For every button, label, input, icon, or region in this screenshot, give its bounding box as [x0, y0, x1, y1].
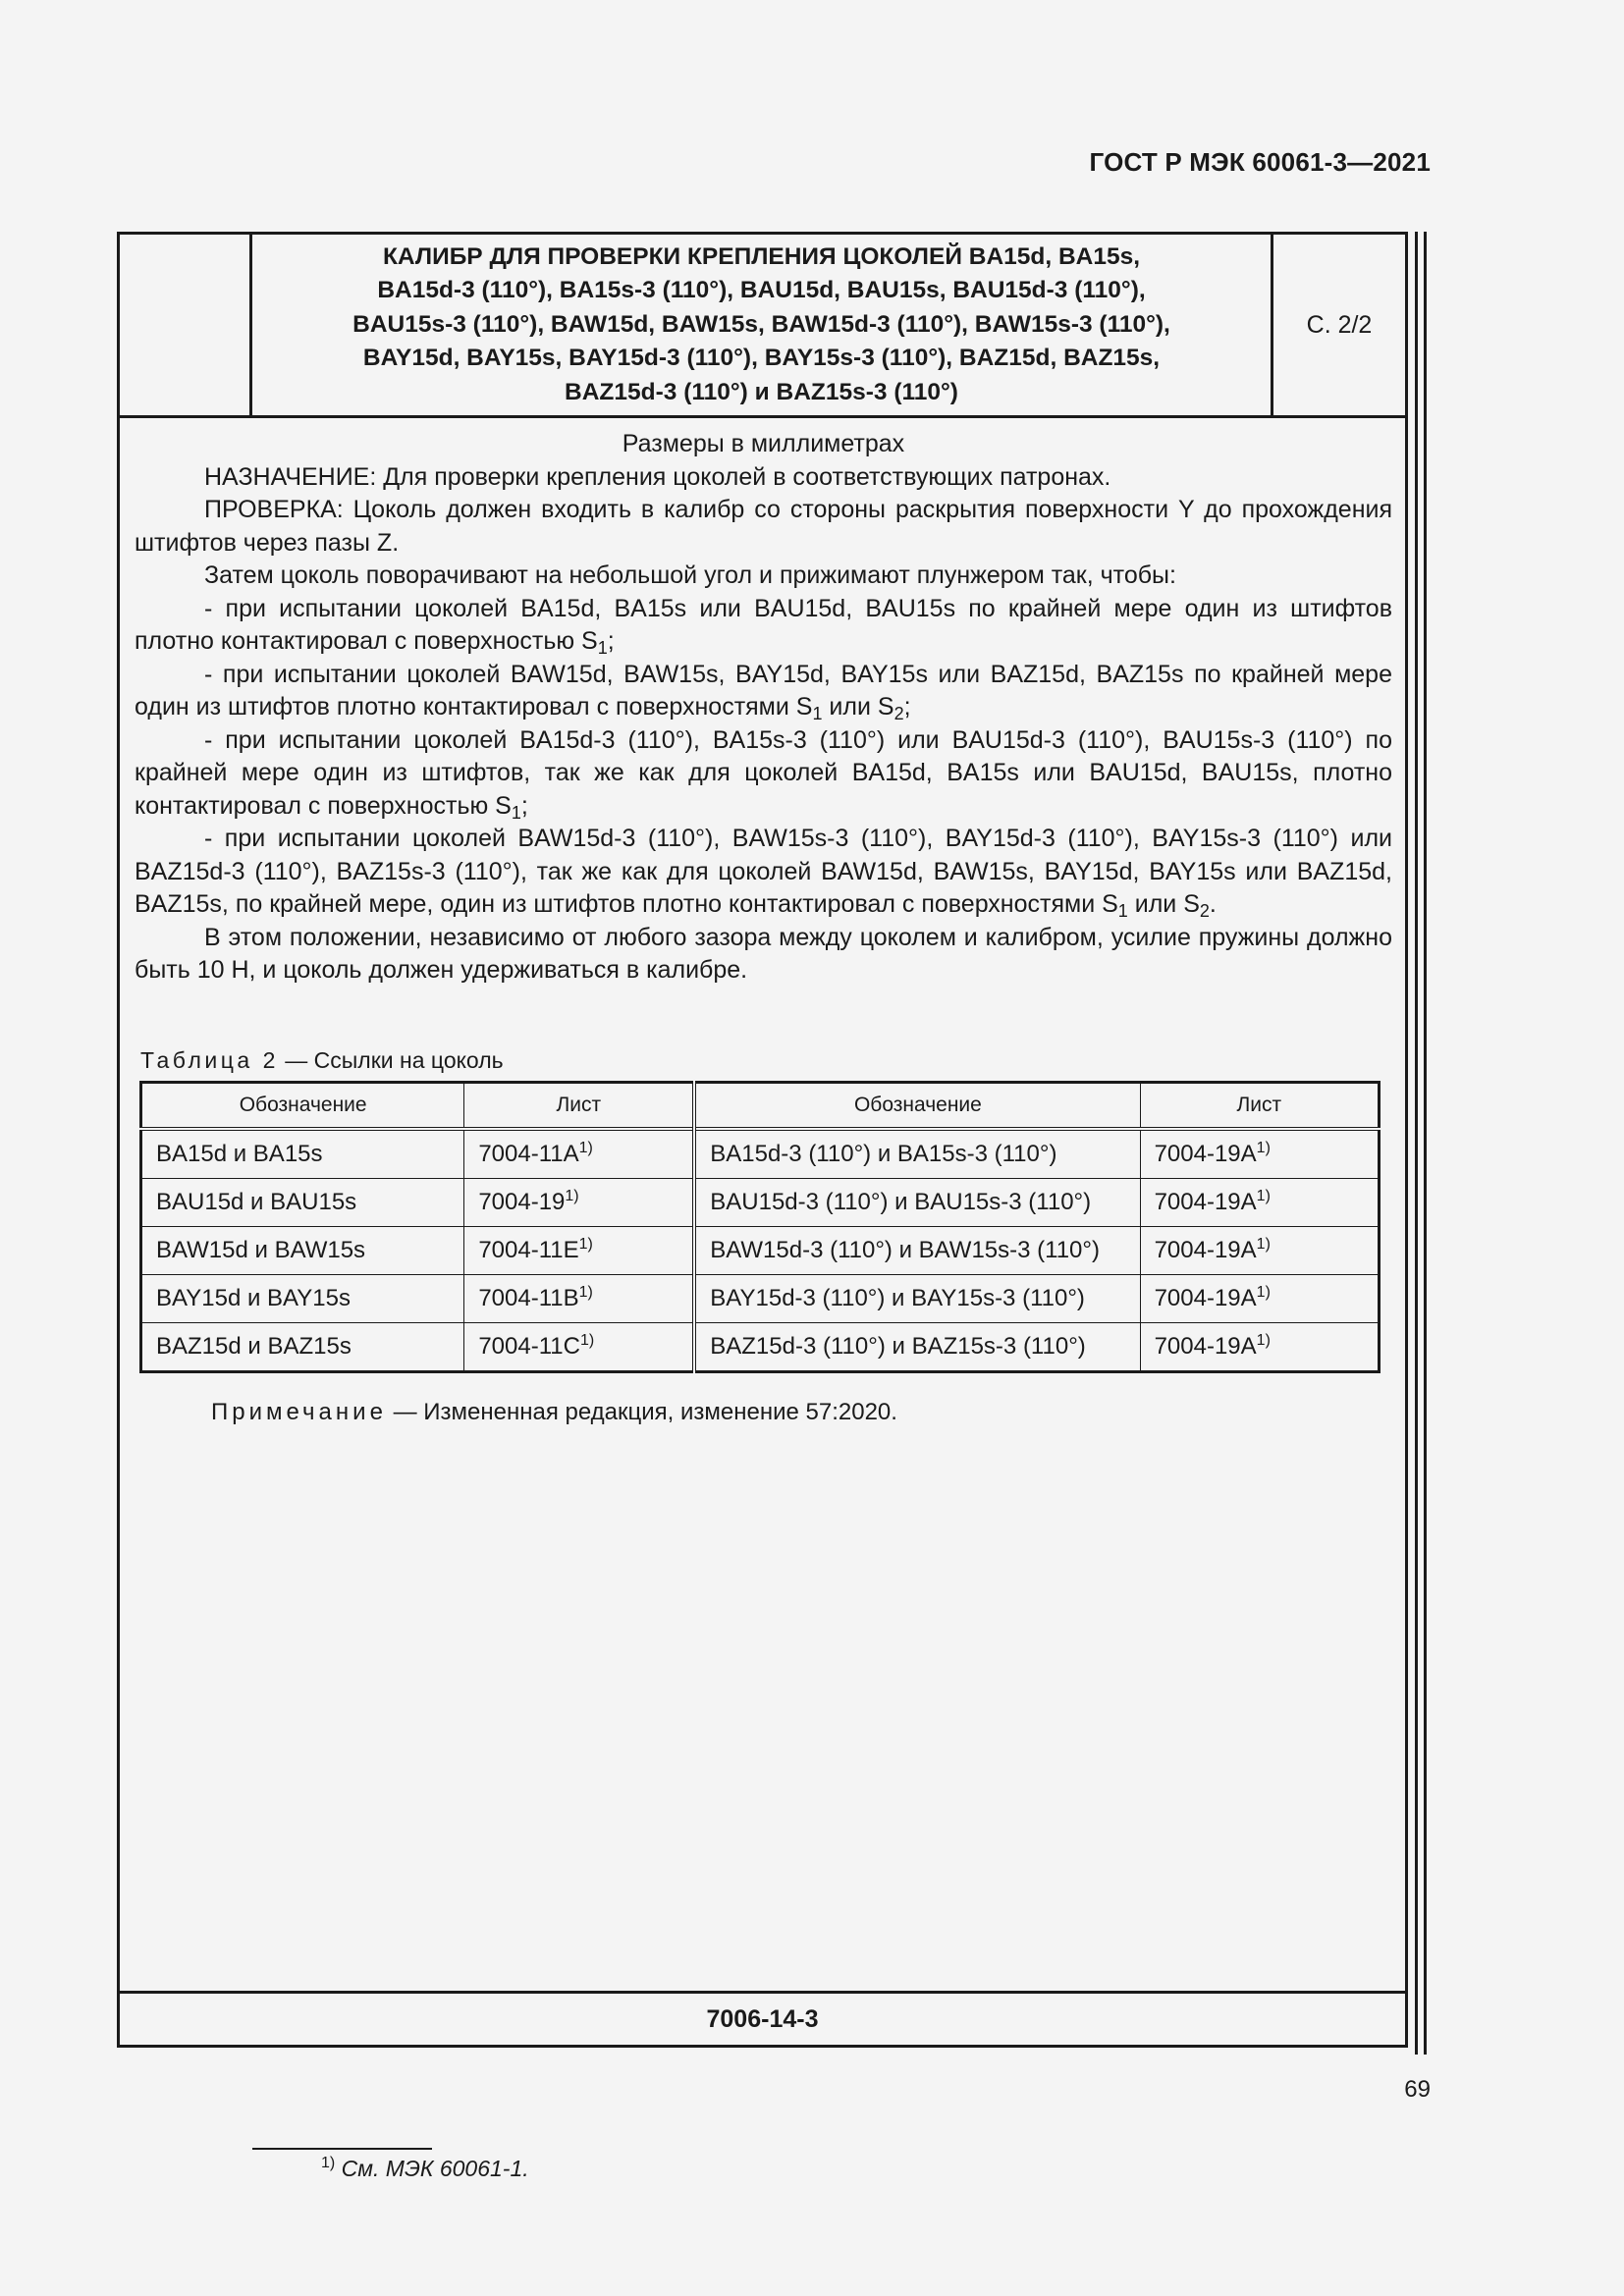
column-header: Обозначение [694, 1083, 1140, 1130]
cell-designation: BAZ15d-3 (110°) и BAZ15s-3 (110°) [694, 1323, 1140, 1372]
condition-item: - при испытании цоколей BAW15d, BAW15s, BAY15d, BAY15s или BAZ15d, BAZ15s по крайней мере один из штифтов плотно контактировал с поверхностями $S_1$ или $S_2$; [135, 660, 1392, 723]
table-header-row [141, 1083, 1380, 1130]
cell-designation: BAY15d и BAY15s [141, 1275, 464, 1323]
cell-sheet: $7004-11A^{1)}$ [464, 1129, 694, 1179]
column-header: Лист [464, 1083, 694, 1130]
table-caption: Таблица 2 — Ссылки на цоколь [140, 1047, 504, 1073]
body-text [135, 428, 1392, 988]
frame-side-line [1424, 232, 1427, 2055]
cell-sheet: 7004-19$^{1)}$ [464, 1179, 694, 1227]
condition-item: - при испытании цоколей BA15d-3 (110°), BA15s-3 (110°) или BAU15d-3 (110°), BAU15s-3 (110°) по крайней мере один из штифтов, так же как для цоколей BA15d, BA15s или BAU15d, BAU15s, плотно контактировал с поверхностью $S_1$; [135, 725, 1392, 823]
dimensions-note: Размеры в миллиметрах [622, 430, 905, 457]
frame-side-line [1415, 232, 1418, 2055]
cell-sheet: $7004-19A^{1)}$ [1140, 1179, 1379, 1227]
sheet-indicator: С. 2/2 [1306, 310, 1373, 339]
table-row [141, 1323, 1380, 1372]
cell-sheet: $7004-19A^{1)}$ [1140, 1323, 1379, 1372]
cell-designation: BAU15d-3 (110°) и BAU15s-3 (110°) [694, 1179, 1140, 1227]
table-note: Примечание — Измененная редакция, изменение 57:2020. [211, 1399, 897, 1425]
cell-sheet: $7004-19A^{1)}$ [1140, 1129, 1379, 1179]
page-number: 69 [1404, 2076, 1431, 2103]
cell-designation: BAU15d и BAU15s [141, 1179, 464, 1227]
cell-sheet: $7004-19A^{1)}$ [1140, 1275, 1379, 1323]
cell-designation: BAZ15d и BAZ15s [141, 1323, 464, 1372]
cell-designation: BA15d-3 (110°) и BA15s-3 (110°) [694, 1129, 1140, 1179]
check-paragraph: ПРОВЕРКА: Цоколь должен входить в калибр со стороны раскрытия поверхности Y до прохождения штифтов через пазы Z. [135, 496, 1392, 557]
column-header: Лист [1140, 1083, 1379, 1130]
cell-designation: BAW15d-3 (110°) и BAW15s-3 (110°) [694, 1227, 1140, 1275]
cell-sheet: $7004-11B^{1)}$ [464, 1275, 694, 1323]
title-line: КАЛИБР ДЛЯ ПРОВЕРКИ КРЕПЛЕНИЯ ЦОКОЛЕЙ BA15d, BA15s, [382, 242, 1141, 270]
cell-sheet: $7004-11C^{1)}$ [464, 1323, 694, 1372]
condition-item: - при испытании цоколей BA15d, BA15s или BAU15d, BAU15s по крайней мере один из штифтов плотно контактировал с поверхностью $S_1$; [135, 594, 1392, 658]
cell-designation: BAW15d и BAW15s [141, 1227, 464, 1275]
condition-item: - при испытании цоколей BAW15d-3 (110°), BAW15s-3 (110°), BAY15d-3 (110°), BAY15s-3 (110°) или BAZ15d-3 (110°), BAZ15s-3 (110°), так же как для цоколей BAW15d, BAW15s, BAY15d, BAY15s или BAZ15d, BAZ15s, по крайней мере, один из штифтов плотно контактировал с поверхностями $S_1$ или $S_2$. [135, 825, 1392, 921]
table-row [141, 1129, 1380, 1179]
final-paragraph: В этом положении, независимо от любого зазора между цоколем и калибром, усилие пружины должно быть 10 Н, и цоколь должен удерживаться в калибре. [135, 923, 1392, 984]
procedure-paragraph: Затем цоколь поворачивают на небольшой угол и прижимают плунжером так, чтобы: [204, 561, 1176, 589]
title-line: BAZ15d-3 (110°) и BAZ15s-3 (110°) [565, 378, 958, 405]
title-line: BAU15s-3 (110°), BAW15d, BAW15s, BAW15d-3 (110°), BAW15s-3 (110°), [352, 310, 1170, 338]
cell-designation: BA15d и BA15s [141, 1129, 464, 1179]
purpose-paragraph: НАЗНАЧЕНИЕ: Для проверки крепления цоколей в соответствующих патронах. [204, 462, 1111, 491]
footnote: $^{1)}$ См. МЭК 60061-1. [321, 2155, 529, 2181]
standard-code: ГОСТ Р МЭК 60061-3—2021 [1089, 147, 1431, 177]
header-blank-cell [120, 235, 252, 415]
footnote-rule [252, 2148, 432, 2150]
sheet-header [120, 235, 1405, 418]
title-line: BAY15d, BAY15s, BAY15d-3 (110°), BAY15s-3 (110°), BAZ15d, BAZ15s, [362, 345, 1161, 372]
cell-designation: BAY15d-3 (110°) и BAY15s-3 (110°) [694, 1275, 1140, 1323]
table-row [141, 1227, 1380, 1275]
table-row [141, 1179, 1380, 1227]
column-header: Обозначение [141, 1083, 464, 1130]
header-title [252, 235, 1273, 415]
title-line: BA15d-3 (110°), BA15s-3 (110°), BAU15d, BAU15s, BAU15d-3 (110°), [377, 277, 1146, 304]
base-reference-table [139, 1081, 1380, 1373]
sheet-id: 7006-14-3 [120, 1991, 1405, 2045]
table-row [141, 1275, 1380, 1323]
cell-sheet: $7004-11E^{1)}$ [464, 1227, 694, 1275]
cell-sheet: $7004-19A^{1)}$ [1140, 1227, 1379, 1275]
